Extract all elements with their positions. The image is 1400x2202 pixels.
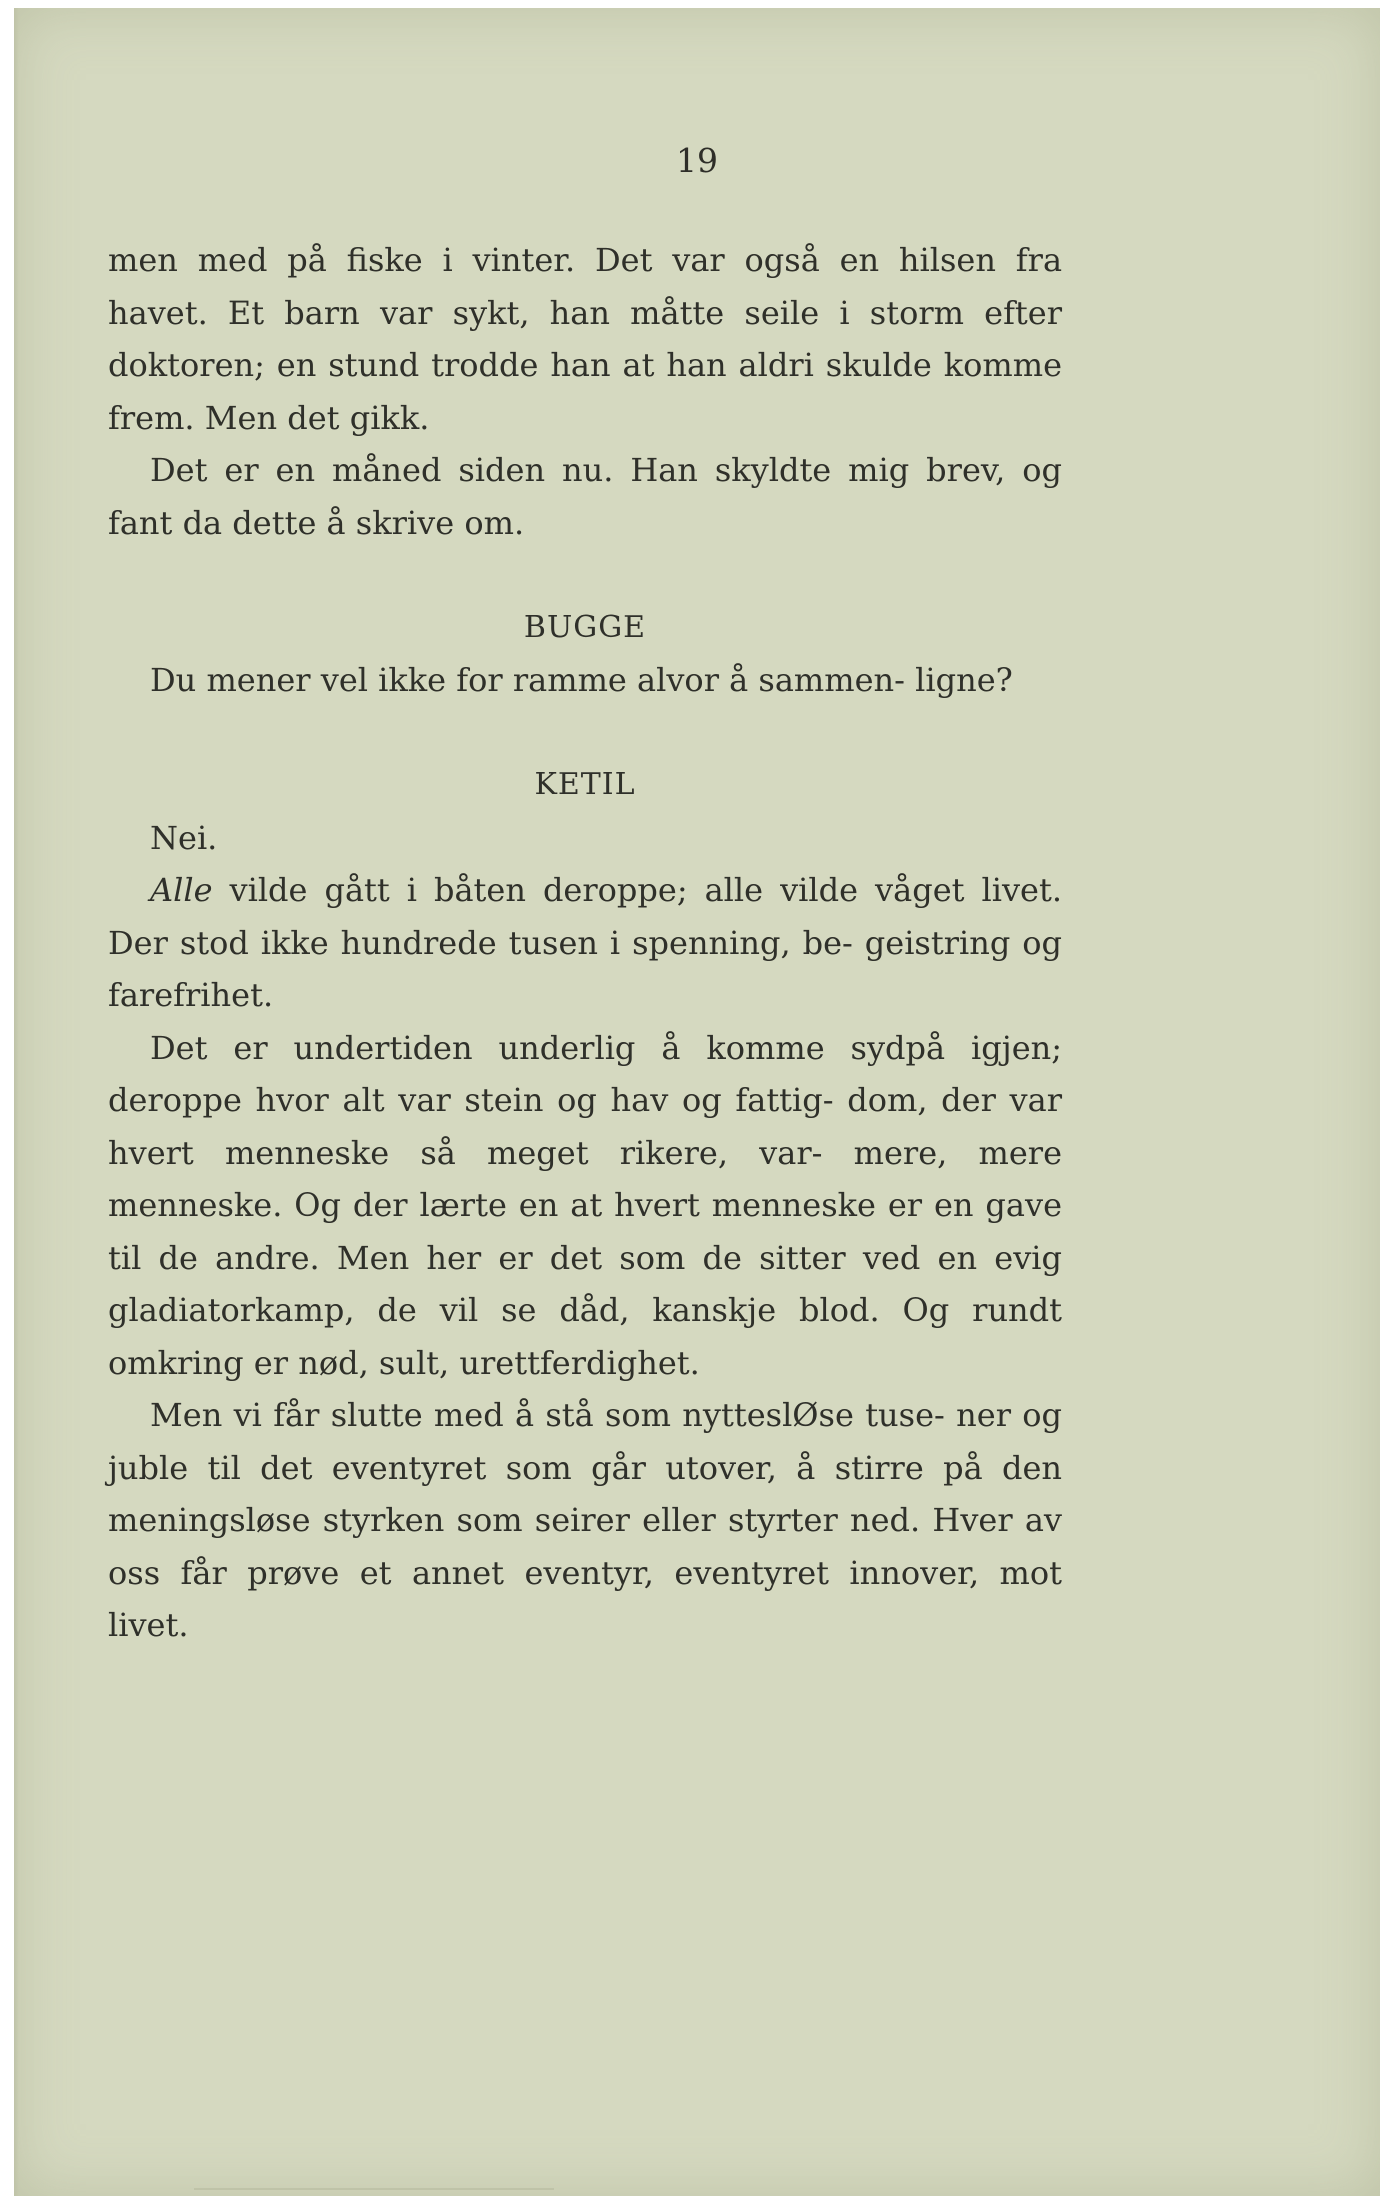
- speaker-name-bugge: BUGGE: [523, 609, 647, 645]
- text-line: dom, der var hvert menneske så meget rikere, var-: [108, 1081, 1063, 1172]
- text-line: Det er en måned siden nu. Han skyldte mig: [150, 451, 910, 489]
- page-body: [108, 234, 1062, 1652]
- ketil-paragraph-2: [108, 1022, 1062, 1390]
- ketil-paragraph-1: [108, 864, 1062, 1022]
- text-line: ner og juble til det eventyret som går utover, å: [108, 1396, 1063, 1487]
- text-line: Men vi får slutte med å stå som nytteslØse tuse-: [150, 1396, 945, 1434]
- text-line: menneske er en gave til de andre. Men her er det: [108, 1186, 1063, 1277]
- text-line: Det er undertiden underlig å komme sydpå: [150, 1028, 946, 1067]
- text-line: styrter ned. Hver av oss får prøve et annet eventyr,: [108, 1501, 1063, 1592]
- spacer: [108, 707, 1062, 760]
- text-line: stirre på den meningsløse styrken som seirer eller: [108, 1448, 1063, 1539]
- text-line: ligne?: [915, 661, 1013, 699]
- text-line: igjen; deroppe hvor alt var stein og hav og fattig-: [108, 1028, 1063, 1119]
- text-line: men med på fiske i vinter. Det var også en hilsen: [108, 241, 996, 279]
- page-edge-shadow: [194, 2188, 554, 2190]
- page-number: 19: [676, 141, 718, 180]
- text-line: livet. Der stod ikke hundrede tusen i spenning, be-: [108, 871, 1063, 962]
- text-line: storm efter doktoren; en stund trodde han at han: [108, 293, 1063, 384]
- ketil-paragraph-3: [108, 1389, 1062, 1652]
- text-line: brev, og fant da dette å skrive om.: [108, 451, 1063, 542]
- text-line: urettferdighet.: [459, 1343, 700, 1382]
- text-line: fra havet. Et barn var sykt, han måtte seile i: [108, 241, 1063, 332]
- text-line: geistring og farefrihet.: [108, 923, 1063, 1014]
- text-line: vilde gått i båten deroppe; alle vilde våget: [212, 871, 965, 909]
- book-page: [14, 8, 1380, 2196]
- text-line: dåd, kanskje blod. Og rundt omkring er nød, sult,: [108, 1291, 1062, 1382]
- paragraph-1: [108, 234, 1062, 444]
- text-line: Du mener vel ikke for ramme alvor å sammen-: [150, 661, 905, 699]
- speaker-name-ketil: KETIL: [534, 767, 636, 802]
- ketil-reply: Nei.: [150, 818, 218, 857]
- text-line: eventyret innover, mot livet.: [108, 1553, 1063, 1644]
- text-line: aldri skulde komme frem. Men det gikk.: [108, 346, 1063, 437]
- italic-word: Alle: [150, 871, 213, 909]
- text-line: som de sitter ved en evig gladiatorkamp, de vil se: [108, 1238, 1063, 1329]
- bugge-line: [108, 654, 1062, 707]
- spacer: [108, 549, 1062, 602]
- text-line: mere, mere menneske. Og der lærte en at hvert: [108, 1133, 1063, 1224]
- paragraph-2: [108, 444, 1062, 549]
